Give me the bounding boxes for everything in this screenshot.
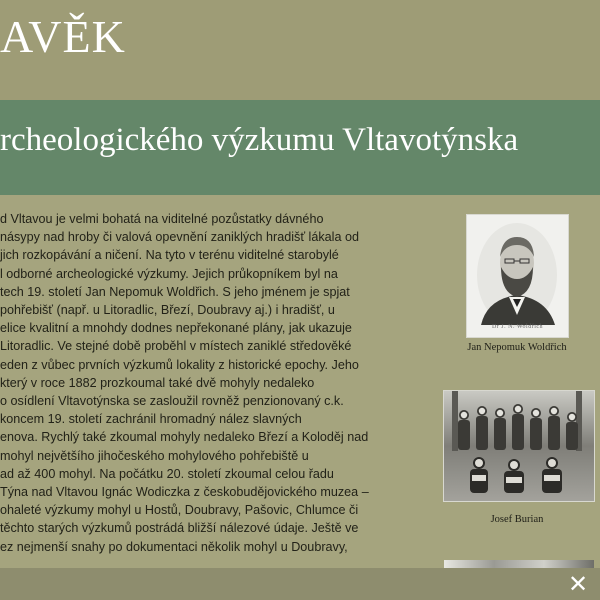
- article-line: eden z vůbec prvních výzkumů lokality z historické epochy. Jeho: [0, 357, 359, 372]
- article-line: tech 19. století Jan Nepomuk Woldřich. S jeho jménem je spjat: [0, 284, 350, 299]
- section-header: [0, 100, 600, 195]
- close-button[interactable]: ✕: [567, 570, 589, 598]
- next-photo-thumbnail[interactable]: [444, 560, 594, 568]
- article-line: d Vltavou je velmi bohatá na viditelné pozůstatky dávného: [0, 212, 324, 226]
- group-photo-burian-caption: Josef Burian: [490, 514, 544, 525]
- header-band: [0, 0, 600, 100]
- article-line: l odborné archeologické výzkumy. Jejich průkopníkem byl na: [0, 266, 338, 281]
- article-line: mohyl největšího jihočeského mohylového pohřebiště u: [0, 448, 309, 463]
- article-line: Litoradlic. Ve stejné době proběhl v místech zaniklé středověké: [0, 339, 352, 354]
- portrait-inscription: Dr J. N. Woldřich: [491, 324, 544, 330]
- portrait-woldrich-image[interactable]: [466, 214, 569, 338]
- article-text: [0, 210, 378, 570]
- article-line: pohřebišť (např. u Litoradlic, Březí, Doubravy aj.) i hradišť, u: [0, 303, 335, 318]
- page-title: AVĚK: [0, 11, 126, 62]
- article-line: ad až 400 mohyl. Na počátku 20. století zkoumal celou řadu: [0, 466, 334, 481]
- article-line: ez nejmenší snahy po dokumentaci několik mohyl u Doubravy,: [0, 539, 348, 554]
- article-line: koncem 19. století zachránil hromadný nález slavných: [0, 412, 302, 427]
- group-photo-burian-image[interactable]: [443, 390, 595, 502]
- article-line: enova. Rychlý také zkoumal mohyly nedaleko Březí a Koloděj nad: [0, 430, 369, 445]
- article-line: který v roce 1882 prozkoumal také dvě mohyly nedaleko: [0, 375, 315, 390]
- article-line: Týna nad Vltavou Ignác Wodiczka z českobudějovického muzea –: [0, 485, 369, 500]
- bottom-toolbar: [0, 568, 600, 600]
- article-line: o osídlení Vltavotýnska se zasloužil rovněž penzionovaný c.k.: [0, 394, 344, 409]
- article-line: násypy nad hroby či valová opevnění zaniklých hradišť lákala od: [0, 230, 359, 245]
- portrait-woldrich-caption: Jan Nepomuk Woldřich: [467, 342, 567, 353]
- section-title: rcheologického výzkumu Vltavotýnska: [0, 122, 519, 158]
- article-line: těchto starých výzkumů postrádá bližší nálezové údaje. Ještě ve: [0, 521, 359, 536]
- article-line: elice kvalitní a mnohdy dodnes nepřekonané plány, jak ukazuje: [0, 321, 352, 336]
- article-line: ohaleté výzkumy mohyl u Hostů, Doubravy, Pašovic, Chlumce či: [0, 503, 359, 518]
- article-line: jich rozkopávání a ničení. Na tyto v terénu viditelné starobylé: [0, 248, 339, 263]
